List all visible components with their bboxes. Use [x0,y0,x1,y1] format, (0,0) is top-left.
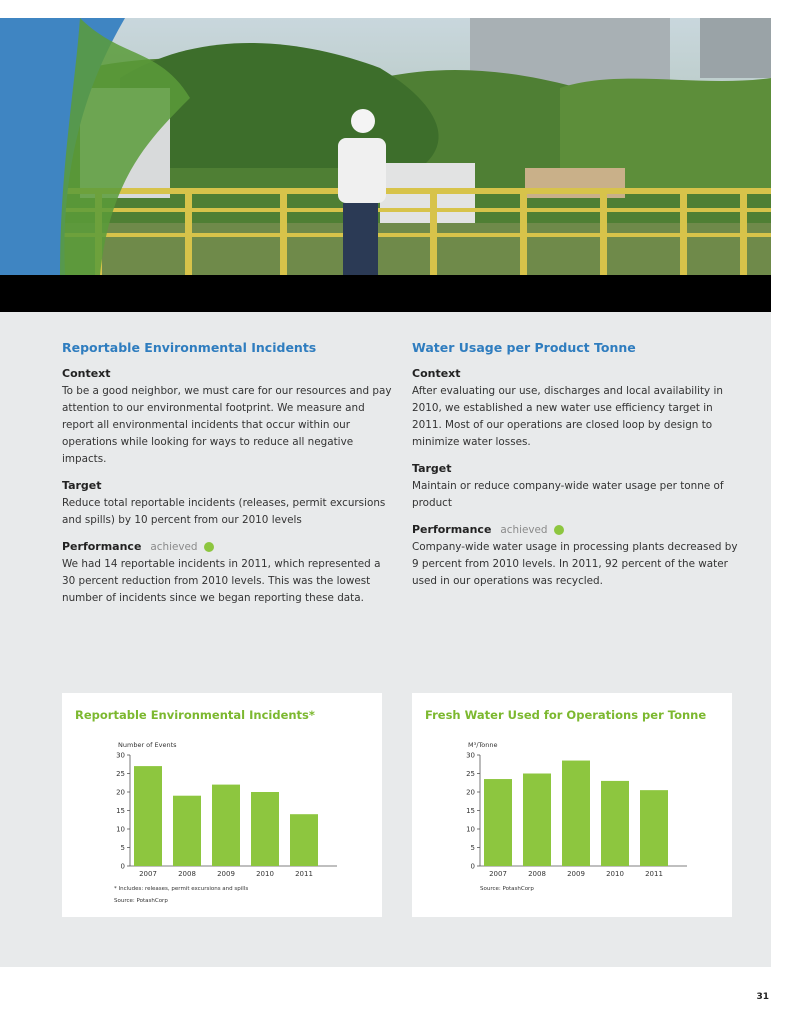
black-band [0,275,771,312]
header-photo [0,18,771,275]
bar-2010 [251,792,279,866]
water-bar-chart [412,693,732,917]
y-tick-label: 10 [116,825,125,834]
y-tick-label: 15 [466,807,475,815]
left-context-text: To be a good neighbor, we must care for our resources and pay attention to our environmental footprint. We measure and report all environmental incidents that occur within our operations while looking for ways to reduce all negative impacts. [62,385,392,465]
x-tick-label: 2009 [217,870,235,878]
y-tick-label: 5 [470,844,475,852]
page-number: 31 [756,992,769,1002]
incidents-chart-title: Reportable Environmental Incidents* [75,708,315,722]
x-tick-label: 2008 [528,870,546,878]
right-target-heading: Target [412,462,452,475]
bar-2008 [523,774,551,867]
bar-2009 [212,785,240,866]
incidents-bar-chart [62,693,382,917]
right-performance-text: Company-wide water usage in processing plants decreased by 9 percent from 2010 levels. In 2011, 92 percent of the water used in our operations was recycled. [412,541,738,587]
y-tick-label: 0 [120,862,125,871]
left-performance-heading: Performance [62,540,142,553]
y-tick-label: 25 [116,770,125,778]
incidents-chart-card [62,693,382,917]
x-tick-label: 2008 [178,870,196,878]
y-tick-label: 20 [466,788,475,797]
right-column [412,340,742,601]
y-axis-label: M³/Tonne [468,741,498,749]
bar-2007 [484,779,512,866]
right-context-heading: Context [412,367,461,380]
x-tick-label: 2010 [256,870,274,878]
left-performance-status: achieved [150,540,198,553]
water-chart-title: Fresh Water Used for Operations per Tonne [425,708,707,722]
bar-2011 [640,790,668,866]
left-context-heading: Context [62,367,111,380]
x-tick-label: 2010 [606,870,624,878]
y-tick-label: 0 [470,862,475,871]
y-tick-label: 5 [120,844,125,852]
y-tick-label: 30 [466,751,475,760]
y-tick-label: 25 [466,770,475,778]
right-title: Water Usage per Product Tonne [412,340,636,355]
water-chart-card [412,693,732,917]
x-tick-label: 2009 [567,870,585,878]
incidents-chart-footnote: * Includes: releases, permit excursions and spills [114,886,249,892]
achieved-dot-icon [554,525,564,535]
x-tick-label: 2007 [489,870,507,878]
left-target-heading: Target [62,479,102,492]
left-performance-row [62,540,392,553]
y-tick-label: 20 [116,788,125,797]
x-tick-label: 2007 [139,870,157,878]
bar-2009 [562,761,590,866]
left-column [62,340,392,618]
right-target-text: Maintain or reduce company-wide water usage per tonne of product [412,480,724,509]
achieved-dot-icon [204,542,214,552]
water-chart-source: Source: PotashCorp [480,886,534,892]
y-tick-label: 15 [116,807,125,815]
right-context-text: After evaluating our use, discharges and local availability in 2010, we established a new water use efficiency target in 2011. Most of our operations are closed loop by design to minimize water losses. [412,385,723,448]
right-performance-row [412,523,742,536]
bar-2011 [290,814,318,866]
right-performance-heading: Performance [412,523,492,536]
incidents-chart-source: Source: PotashCorp [114,898,168,904]
bar-2010 [601,781,629,866]
right-performance-status: achieved [500,523,548,536]
y-tick-label: 10 [466,825,475,834]
left-target-text: Reduce total reportable incidents (releases, permit excursions and spills) by 10 percent from our 2010 levels [62,497,386,526]
x-tick-label: 2011 [645,870,663,878]
bar-2008 [173,796,201,866]
left-title: Reportable Environmental Incidents [62,340,317,355]
left-performance-text: We had 14 reportable incidents in 2011, which represented a 30 percent reduction from 2010 levels. This was the lowest number of incidents since we began reporting these data. [62,558,381,604]
bar-2007 [134,766,162,866]
y-axis-label: Number of Events [118,741,177,749]
plant-photo-illustration [0,18,771,275]
y-tick-label: 30 [116,751,125,760]
x-tick-label: 2011 [295,870,313,878]
